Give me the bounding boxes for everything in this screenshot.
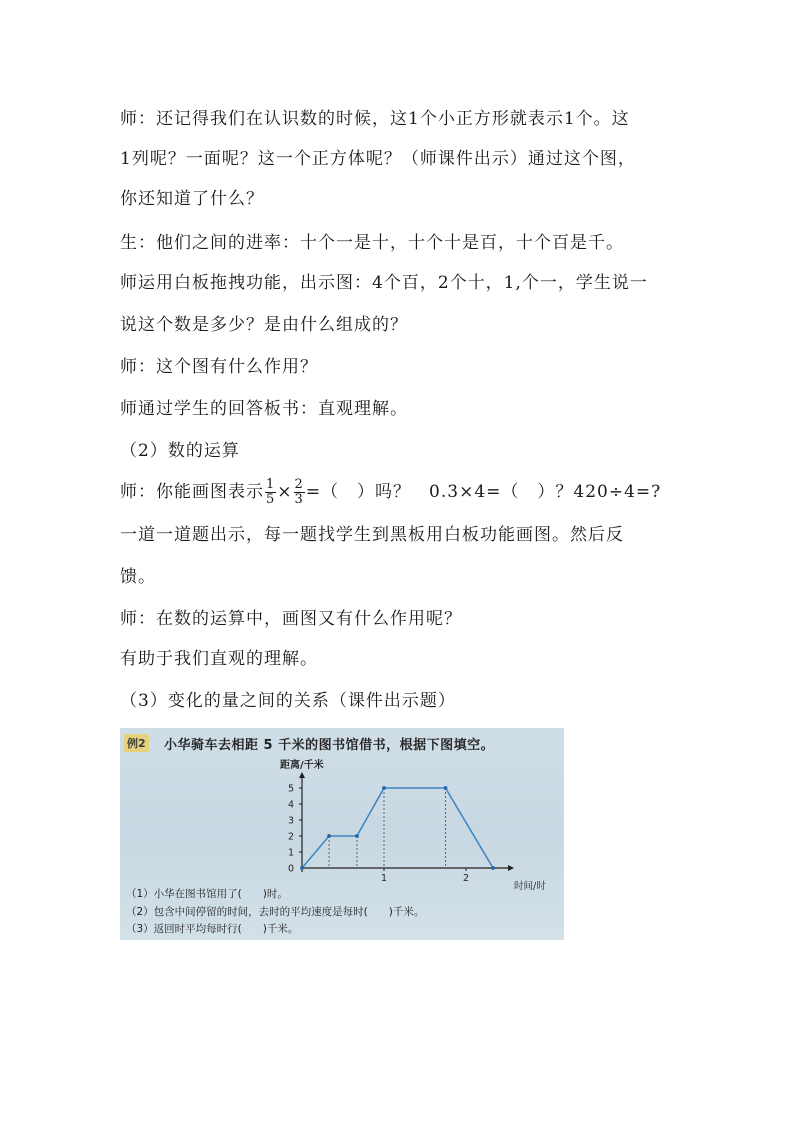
fraction-2 xyxy=(294,478,305,507)
times-sign: × xyxy=(277,482,293,502)
example-title: 小华骑车去相距 5 千米的图书馆借书，根据下图填空。 xyxy=(164,738,495,753)
text-line-12: 馈。 xyxy=(120,567,156,587)
question-3: （3）返回时平均每时行( )千米。 xyxy=(126,923,299,935)
fraction-prefix: 师：你能画图表示 xyxy=(120,482,264,502)
text-line-3: 你还知道了什么？ xyxy=(120,189,264,209)
y-axis-arrow xyxy=(299,772,305,778)
example-photo xyxy=(120,728,564,940)
x-axis-label: 时间/时 xyxy=(514,881,546,892)
dashed-guides xyxy=(329,788,445,868)
text-line-8: 师通过学生的回答板书：直观理解。 xyxy=(120,399,408,419)
data-point xyxy=(491,866,495,870)
y-tick-label: 4 xyxy=(287,799,294,811)
text-line-4: 生：他们之间的进率：十个一是十，十个十是百，十个百是千。 xyxy=(120,233,624,253)
text-line-14: 有助于我们直观的理解。 xyxy=(120,649,318,669)
data-point xyxy=(444,786,448,790)
data-point xyxy=(327,834,331,838)
text-line-7: 师：这个图有什么作用？ xyxy=(120,357,318,377)
x-tick-label: 1 xyxy=(380,873,388,884)
example-tag: 例2 xyxy=(124,734,149,752)
y-tick-label: 1 xyxy=(287,847,294,859)
text-line-1: 师：还记得我们在认识数的时候，这1个小正方形就表示1个。这 xyxy=(120,109,630,129)
text-line-fraction xyxy=(120,478,661,507)
y-tick-label: 5 xyxy=(287,783,294,795)
text-line-6: 说这个数是多少？是由什么组成的？ xyxy=(120,315,408,335)
x-axis-arrow xyxy=(508,865,514,871)
text-line-5: 师运用白板拖拽功能，出示图：4个百，2个十，1,个一，学生说一 xyxy=(120,273,648,293)
fraction-2-denominator: 3 xyxy=(294,492,304,507)
fraction-1 xyxy=(265,478,276,507)
fraction-1-numerator: 1 xyxy=(266,477,276,492)
y-tick-label: 3 xyxy=(287,815,294,827)
section-heading-2: （2）数的运算 xyxy=(120,441,240,461)
y-axis-label: 距离/千米 xyxy=(280,760,324,771)
y-tick-label: 0 xyxy=(287,863,294,875)
question-1: （1）小华在图书馆用了( )时。 xyxy=(126,888,288,900)
text-line-13: 师：在数的运算中，画图又有什么作用呢？ xyxy=(120,609,462,629)
question-2: （2）包含中间停留的时间，去时的平均速度是每时( )千米。 xyxy=(126,906,425,918)
chart-axes xyxy=(299,772,514,872)
fraction-1-denominator: 5 xyxy=(266,492,276,507)
data-point xyxy=(300,866,304,870)
series-line xyxy=(302,788,493,868)
y-tick-label: 2 xyxy=(287,831,294,843)
fraction-2-numerator: 2 xyxy=(294,477,304,492)
fraction-suffix: =（ ）吗？ 0.3×4=（ ）？420÷4=? xyxy=(305,482,662,502)
text-line-11: 一道一道题出示，每一题找学生到黑板用白板功能画图。然后反 xyxy=(120,525,624,545)
data-point xyxy=(355,834,359,838)
x-tick-label: 2 xyxy=(462,873,470,884)
text-line-2: 1列呢？一面呢？这一个正方体呢？（师课件出示）通过这个图， xyxy=(120,149,636,169)
data-point xyxy=(382,786,386,790)
section-heading-3: （3）变化的量之间的关系（课件出示题） xyxy=(120,691,456,711)
